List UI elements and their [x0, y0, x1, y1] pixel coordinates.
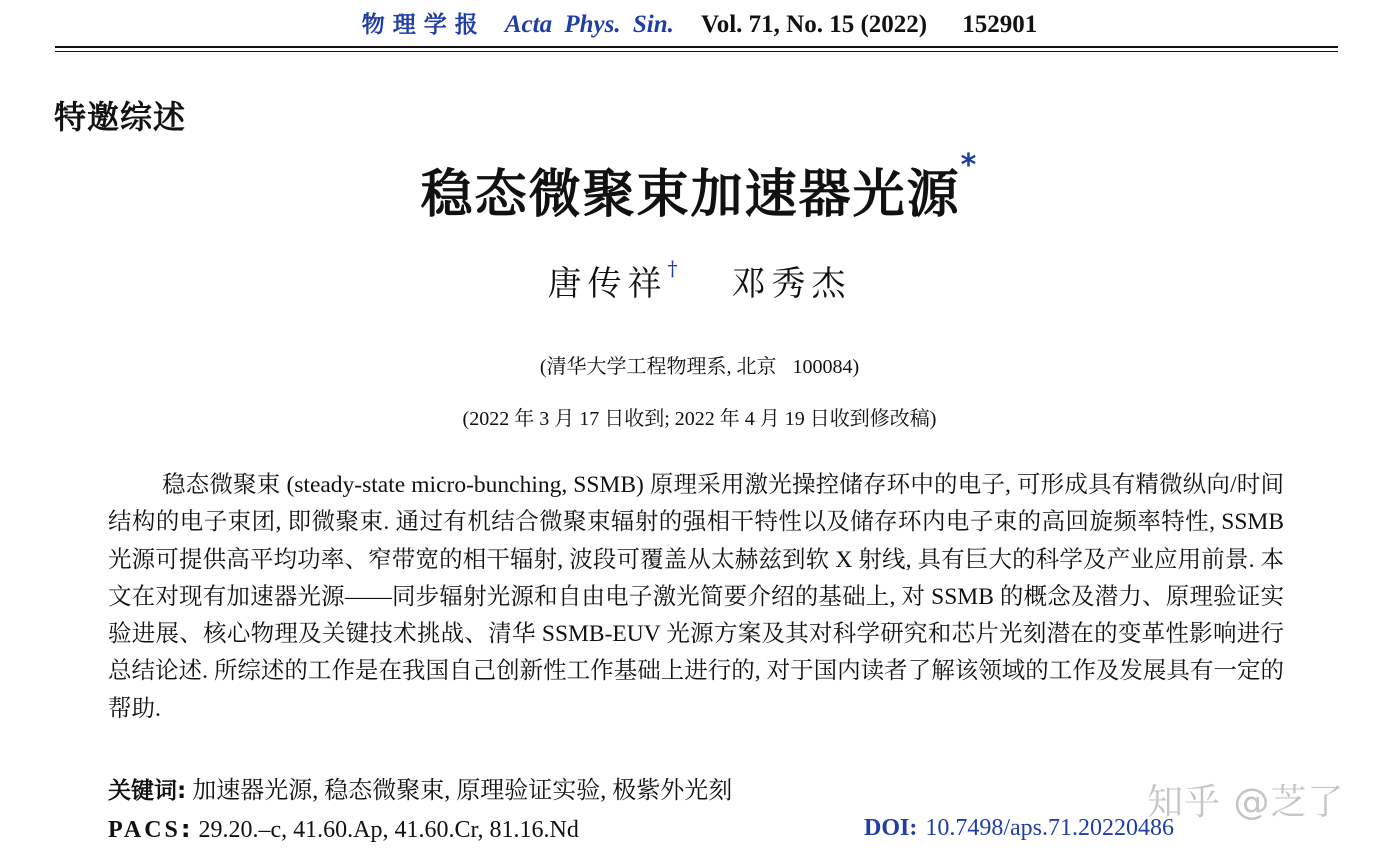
author-1-mark[interactable]: †: [667, 256, 678, 280]
pacs-label: PACS: [108, 817, 181, 843]
header-rule-thick: [55, 46, 1338, 48]
author-2: 邓秀杰: [731, 264, 852, 304]
affiliation-postcode: 100084): [792, 356, 860, 378]
received-dates: (2022 年 3 月 17 日收到; 2022 年 4 月 19 日收到修改稿): [462, 408, 937, 430]
article-number: 152901: [962, 11, 1038, 38]
pacs-value: 29.20.–c, 41.60.Ap, 41.60.Cr, 81.16.Nd: [198, 817, 579, 843]
title-footnote-mark[interactable]: *: [960, 148, 979, 183]
header-rule-thin: [55, 51, 1338, 52]
doi-link[interactable]: 10.7498/aps.71.20220486: [925, 815, 1175, 841]
abstract: 稳态微聚束 (steady-state micro-bunching, SSMB) 原理采用激光操控储存环中的电子, 可形成具有精微纵向/时间结构的电子束团, 即微聚束. 通过有机结合微聚束辐射的强相干特性以及储存环内电子束的高回旋频率特性, SSMB 光源可提供高平均功率、窄带宽的相干辐射, 波段可覆盖从太赫兹到软 X 射线, 具有巨大的科学及产业应用前景. 本文在对现有加速器光源——同步辐射光源和自由电子激光简要介绍的基础上, 对 SSMB 的概念及潜力、原理验证实验进展、核心物理及关键技术挑战、清华 SSMB-EUV 光源方案及其对科学研究和芯片光刻潜在的变革性影响进行总结论述. 所综述的工作是在我国自己创新性工作基础上进行的, 对于国内读者了解该领域的工作及发展具有一定的帮助.: [108, 472, 1284, 722]
pacs-colon: :: [180, 815, 191, 843]
paper-title-text: 稳态微聚束加速器光源: [420, 165, 961, 225]
journal-name-cn: 物理学报: [361, 11, 486, 38]
zhihu-watermark: 知乎 @芝了: [1147, 782, 1345, 823]
doi[interactable]: [864, 815, 1174, 842]
keywords-label: 关键词:: [108, 778, 187, 804]
journal-header: [0, 8, 1399, 44]
doi-label: DOI:: [864, 815, 918, 841]
author-1: 唐传祥: [547, 264, 668, 304]
journal-name-en: Acta Phys. Sin.: [504, 11, 674, 38]
paper-title: [0, 148, 1399, 227]
volume-info: Vol. 71, No. 15 (2022): [700, 11, 928, 38]
author-list: [0, 256, 1399, 305]
keywords: [108, 770, 732, 805]
pacs: [108, 815, 579, 844]
column-label: 特邀综述: [54, 98, 187, 136]
keywords-value: 加速器光源, 稳态微聚束, 原理验证实验, 极紫外光刻: [192, 778, 733, 804]
affiliation-text: (清华大学工程物理系, 北京: [539, 356, 777, 378]
affiliation: [0, 350, 1399, 379]
